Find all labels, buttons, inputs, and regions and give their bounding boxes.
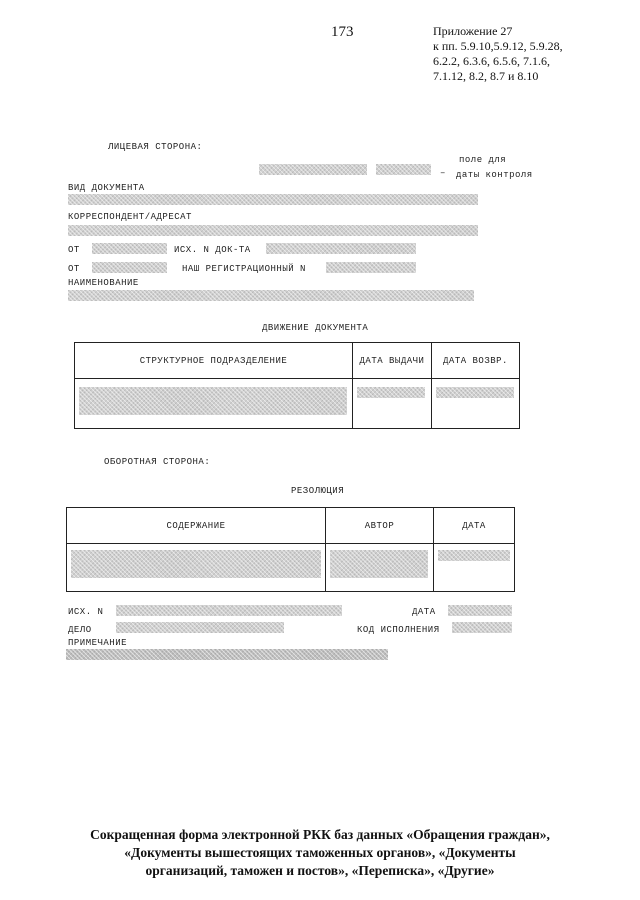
col-author-header: АВТОР: [326, 508, 434, 544]
case-label: ДЕЛО: [68, 625, 92, 635]
case-field[interactable]: [116, 622, 284, 633]
our-reg-field[interactable]: [326, 262, 416, 273]
outgoing-label: ИСХ. N: [68, 607, 104, 617]
doc-type-field[interactable]: [68, 194, 478, 205]
caption: [20, 826, 620, 880]
col-content-header: СОДЕРЖАНИЕ: [67, 508, 326, 544]
col-unit-header: СТРУКТУРНОЕ ПОДРАЗДЕЛЕНИЕ: [75, 343, 353, 379]
movement-title: ДВИЖЕНИЕ ДОКУМЕНТА: [262, 323, 369, 333]
author-cell[interactable]: [326, 544, 434, 592]
doc-type-label: ВИД ДОКУМЕНТА: [68, 183, 145, 193]
return-date-cell[interactable]: [432, 379, 520, 429]
appendix-ref-line: к пп. 5.9.10,5.9.12, 5.9.28,: [433, 39, 563, 53]
exec-code-label: КОД ИСПОЛНЕНИЯ: [357, 625, 440, 635]
col-date-header: ДАТА: [434, 508, 515, 544]
control-date-field-2[interactable]: [376, 164, 431, 175]
from-date-field-2[interactable]: [92, 262, 167, 273]
appendix-ref-line: 6.2.2, 6.3.6, 6.5.6, 7.1.6,: [433, 54, 550, 68]
outgoing-doc-label: ИСХ. N ДОК-ТА: [174, 245, 251, 255]
our-reg-label: НАШ РЕГИСТРАЦИОННЫЙ N: [182, 264, 306, 274]
content-cell[interactable]: [67, 544, 326, 592]
issue-date-cell[interactable]: [353, 379, 432, 429]
name-label: НАИМЕНОВАНИЕ: [68, 278, 139, 288]
control-date-field-1[interactable]: [259, 164, 367, 175]
date-cell[interactable]: [434, 544, 515, 592]
unit-cell[interactable]: [75, 379, 353, 429]
appendix-ref-line: 7.1.12, 8.2, 8.7 и 8.10: [433, 69, 539, 83]
caption-line: «Документы вышестоящих таможенных органов», «Документы: [124, 845, 516, 860]
date-label: ДАТА: [412, 607, 436, 617]
outgoing-field[interactable]: [116, 605, 342, 616]
caption-line: организаций, таможен и постов», «Переписка», «Другие»: [145, 863, 495, 878]
col-issue-date-header: ДАТА ВЫДАЧИ: [353, 343, 432, 379]
control-note-line1: поле для: [459, 155, 507, 165]
appendix-title: Приложение 27: [433, 24, 513, 38]
resolution-title: РЕЗОЛЮЦИЯ: [291, 486, 345, 496]
control-note-line2: даты контроля: [456, 170, 533, 180]
movement-table: [74, 342, 520, 429]
date-field[interactable]: [448, 605, 512, 616]
exec-code-field[interactable]: [452, 622, 512, 633]
caption-line: Сокращенная форма электронной РКК баз данных «Обращения граждан»,: [90, 827, 550, 842]
note-field[interactable]: [66, 649, 388, 660]
from-label: ОТ: [68, 264, 80, 274]
front-side-heading: ЛИЦЕВАЯ СТОРОНА:: [108, 142, 203, 152]
from-label: ОТ: [68, 245, 80, 255]
outgoing-doc-field[interactable]: [266, 243, 416, 254]
resolution-table: [66, 507, 515, 592]
from-date-field[interactable]: [92, 243, 167, 254]
correspondent-label: КОРРЕСПОНДЕНТ/АДРЕСАТ: [68, 212, 192, 222]
note-label: ПРИМЕЧАНИЕ: [68, 638, 128, 648]
page-number: 173: [331, 24, 354, 40]
name-field[interactable]: [68, 290, 474, 301]
correspondent-field[interactable]: [68, 225, 478, 236]
control-note-dash: –: [440, 168, 446, 178]
appendix-block: [433, 24, 563, 84]
back-side-heading: ОБОРОТНАЯ СТОРОНА:: [104, 457, 211, 467]
col-return-date-header: ДАТА ВОЗВР.: [432, 343, 520, 379]
